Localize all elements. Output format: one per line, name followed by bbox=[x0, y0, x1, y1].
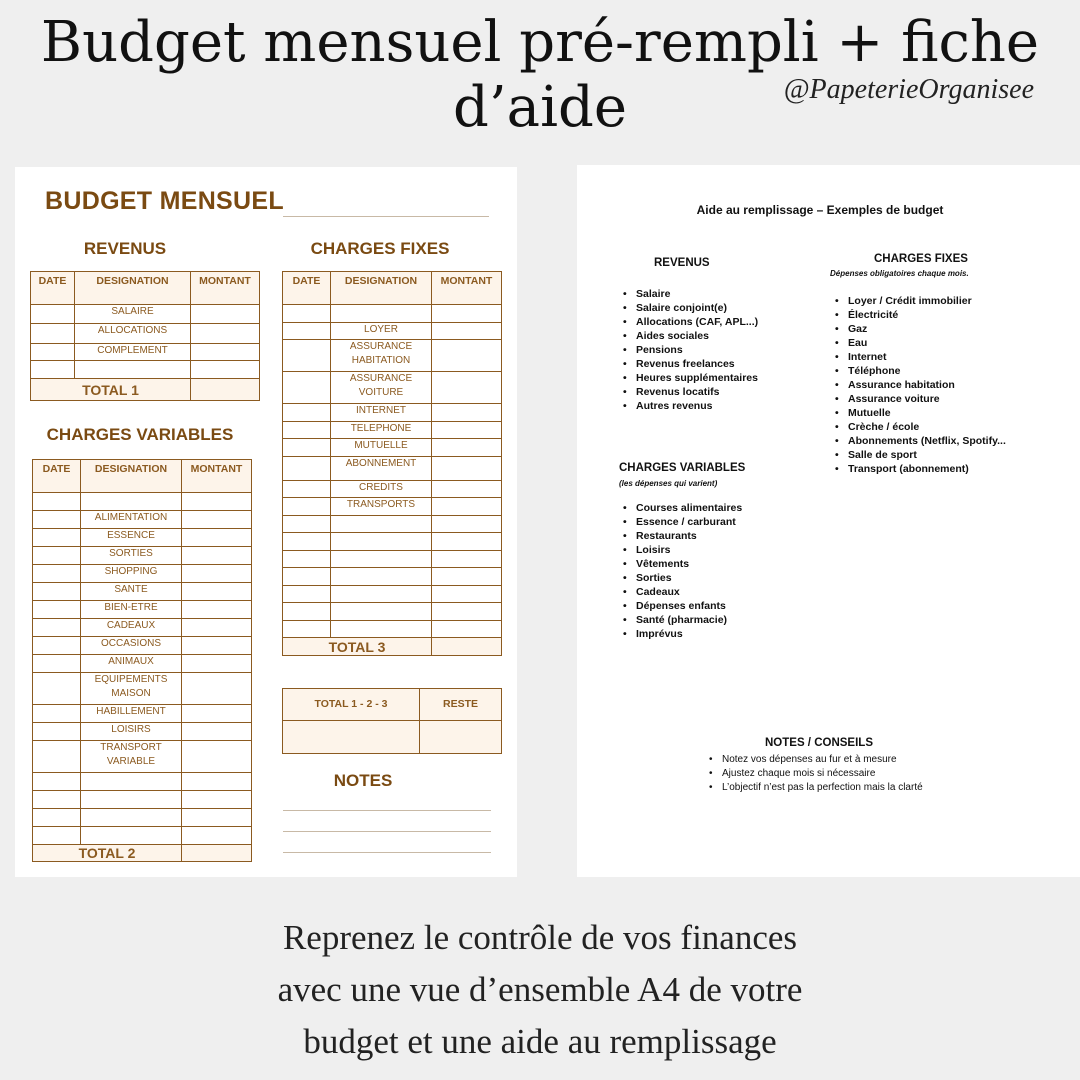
notes-line[interactable] bbox=[283, 810, 491, 811]
aide-charges-variables-list bbox=[622, 501, 742, 641]
charges-variables-table bbox=[32, 459, 252, 862]
total-row bbox=[33, 845, 252, 862]
montant-cell[interactable] bbox=[182, 619, 252, 637]
table-row bbox=[283, 603, 502, 621]
list-item: • Courses alimentaires bbox=[636, 501, 742, 515]
montant-cell[interactable] bbox=[432, 372, 502, 404]
date-cell[interactable] bbox=[31, 324, 75, 344]
list-item: • Vêtements bbox=[636, 557, 742, 571]
designation-cell: TRANSPORTS bbox=[331, 498, 432, 516]
date-cell[interactable] bbox=[33, 809, 81, 827]
table-row bbox=[283, 550, 502, 568]
list-item: • Assurance voiture bbox=[848, 392, 1006, 406]
list-item: • Abonnements (Netflix, Spotify... bbox=[848, 434, 1006, 448]
table-row bbox=[283, 322, 502, 340]
montant-cell[interactable] bbox=[432, 550, 502, 568]
table-row bbox=[33, 773, 252, 791]
table-row bbox=[33, 547, 252, 565]
list-item: • Salaire conjoint(e) bbox=[636, 301, 758, 315]
montant-column-header: MONTANT bbox=[191, 272, 260, 305]
revenus-table bbox=[30, 271, 260, 401]
designation-column-header: DESIGNATION bbox=[331, 272, 432, 305]
designation-cell: SALAIRE bbox=[75, 305, 191, 324]
designation-cell: ASSURANCE HABITATION bbox=[331, 340, 432, 372]
designation-cell: COMPLEMENT bbox=[75, 344, 191, 361]
list-item: • Notez vos dépenses au fur et à mesure bbox=[722, 753, 923, 767]
designation-cell: LOISIRS bbox=[81, 723, 182, 741]
date-cell[interactable] bbox=[33, 741, 81, 773]
table-row bbox=[33, 655, 252, 673]
table-row bbox=[283, 456, 502, 480]
table-row bbox=[33, 637, 252, 655]
budget-title: BUDGET MENSUEL bbox=[45, 187, 284, 215]
aide-revenus-heading: REVENUS bbox=[654, 257, 710, 269]
date-cell[interactable] bbox=[283, 305, 331, 323]
aide-charges-variables-subtitle: (les dépenses qui varient) bbox=[619, 479, 718, 488]
date-column-header: DATE bbox=[33, 460, 81, 493]
charges-fixes-table bbox=[282, 271, 502, 656]
montant-cell[interactable] bbox=[182, 583, 252, 601]
list-item: • Téléphone bbox=[848, 364, 1006, 378]
designation-cell: ASSURANCE VOITURE bbox=[331, 372, 432, 404]
list-item: • Aides sociales bbox=[636, 329, 758, 343]
date-cell[interactable] bbox=[283, 439, 331, 457]
date-cell[interactable] bbox=[31, 305, 75, 324]
date-cell[interactable] bbox=[283, 340, 331, 372]
table-row bbox=[33, 791, 252, 809]
designation-cell: ALIMENTATION bbox=[81, 511, 182, 529]
designation-cell: SORTIES bbox=[81, 547, 182, 565]
aide-charges-fixes-list bbox=[834, 294, 1006, 476]
table-row bbox=[33, 741, 252, 773]
table-row bbox=[33, 601, 252, 619]
table-row bbox=[33, 705, 252, 723]
date-cell[interactable] bbox=[31, 361, 75, 379]
total-label: TOTAL 2 bbox=[33, 845, 182, 862]
montant-cell[interactable] bbox=[182, 791, 252, 809]
total-label: TOTAL 1 bbox=[31, 379, 191, 401]
date-cell[interactable] bbox=[33, 705, 81, 723]
list-item: • Électricité bbox=[848, 308, 1006, 322]
tagline-line: Reprenez le contrôle de vos finances bbox=[282, 918, 798, 957]
tagline-line: budget et une aide au remplissage bbox=[303, 1022, 777, 1061]
charges-variables-heading: CHARGES VARIABLES bbox=[46, 425, 234, 444]
summary-total-cell[interactable] bbox=[283, 721, 420, 754]
designation-cell: ESSENCE bbox=[81, 529, 182, 547]
table-row bbox=[33, 619, 252, 637]
montant-cell[interactable] bbox=[182, 601, 252, 619]
table-row bbox=[283, 480, 502, 498]
designation-cell: CREDITS bbox=[331, 480, 432, 498]
designation-cell: BIEN-ETRE bbox=[81, 601, 182, 619]
montant-column-header: MONTANT bbox=[432, 272, 502, 305]
designation-cell bbox=[331, 603, 432, 621]
list-item: • Heures supplémentaires bbox=[636, 371, 758, 385]
table-row bbox=[33, 809, 252, 827]
total-label: TOTAL 3 bbox=[283, 638, 432, 656]
notes-line[interactable] bbox=[283, 852, 491, 853]
table-row bbox=[33, 723, 252, 741]
table-row bbox=[283, 305, 502, 323]
table-row bbox=[33, 511, 252, 529]
table-row bbox=[33, 493, 252, 511]
aide-title: Aide au remplissage – Exemples de budget bbox=[696, 203, 944, 217]
montant-cell[interactable] bbox=[432, 585, 502, 603]
date-cell[interactable] bbox=[33, 723, 81, 741]
montant-cell[interactable] bbox=[182, 511, 252, 529]
list-item: • Mutuelle bbox=[848, 406, 1006, 420]
montant-cell[interactable] bbox=[191, 305, 260, 324]
aide-sheet bbox=[577, 165, 1080, 877]
designation-cell: CADEAUX bbox=[81, 619, 182, 637]
date-cell[interactable] bbox=[283, 322, 331, 340]
table-row bbox=[33, 565, 252, 583]
summary-reste-label: RESTE bbox=[420, 689, 502, 721]
montant-cell[interactable] bbox=[182, 529, 252, 547]
page-title: Budget mensuel pré-rempli + fiche d’aide bbox=[40, 10, 1040, 140]
designation-cell bbox=[81, 791, 182, 809]
table-row bbox=[283, 568, 502, 586]
date-cell[interactable] bbox=[283, 421, 331, 439]
list-item: • Eau bbox=[848, 336, 1006, 350]
date-cell[interactable] bbox=[33, 493, 81, 511]
date-cell[interactable] bbox=[31, 344, 75, 361]
montant-cell[interactable] bbox=[182, 547, 252, 565]
list-item: • Salle de sport bbox=[848, 448, 1006, 462]
list-item: • Dépenses enfants bbox=[636, 599, 742, 613]
list-item: • Salaire bbox=[636, 287, 758, 301]
montant-cell[interactable] bbox=[191, 324, 260, 344]
designation-cell: TRANSPORT VARIABLE bbox=[81, 741, 182, 773]
list-item: • Essence / carburant bbox=[636, 515, 742, 529]
list-item: • Cadeaux bbox=[636, 585, 742, 599]
list-item: • Loyer / Crédit immobilier bbox=[848, 294, 1006, 308]
montant-cell[interactable] bbox=[432, 421, 502, 439]
charges-fixes-heading: CHARGES FIXES bbox=[310, 239, 450, 258]
summary-table bbox=[282, 688, 502, 754]
table-row bbox=[31, 324, 260, 344]
date-cell[interactable] bbox=[33, 791, 81, 809]
brand-handle: @PapeterieOrganisee bbox=[783, 74, 1034, 105]
designation-cell: SANTE bbox=[81, 583, 182, 601]
designation-cell bbox=[331, 533, 432, 551]
list-item: • Pensions bbox=[636, 343, 758, 357]
designation-cell: MUTUELLE bbox=[331, 439, 432, 457]
aide-charges-fixes-heading: CHARGES FIXES bbox=[874, 253, 968, 265]
summary-reste-cell[interactable] bbox=[420, 721, 502, 754]
list-item: • Gaz bbox=[848, 322, 1006, 336]
montant-cell[interactable] bbox=[182, 741, 252, 773]
date-cell[interactable] bbox=[33, 827, 81, 845]
montant-cell[interactable] bbox=[432, 515, 502, 533]
date-cell[interactable] bbox=[283, 498, 331, 516]
tagline bbox=[0, 912, 1080, 1068]
list-item: • Allocations (CAF, APL...) bbox=[636, 315, 758, 329]
montant-cell[interactable] bbox=[182, 773, 252, 791]
aide-notes-heading: NOTES / CONSEILS bbox=[765, 737, 873, 749]
list-item: • Assurance habitation bbox=[848, 378, 1006, 392]
title-underline bbox=[283, 216, 489, 217]
montant-cell[interactable] bbox=[182, 705, 252, 723]
designation-column-header: DESIGNATION bbox=[81, 460, 182, 493]
table-row bbox=[283, 585, 502, 603]
table-row bbox=[33, 583, 252, 601]
montant-cell[interactable] bbox=[432, 603, 502, 621]
designation-cell: TELEPHONE bbox=[331, 421, 432, 439]
date-cell[interactable] bbox=[283, 456, 331, 480]
designation-cell: OCCASIONS bbox=[81, 637, 182, 655]
montant-cell[interactable] bbox=[182, 673, 252, 705]
date-cell[interactable] bbox=[283, 550, 331, 568]
montant-cell[interactable] bbox=[432, 456, 502, 480]
montant-cell[interactable] bbox=[182, 565, 252, 583]
montant-cell[interactable] bbox=[182, 637, 252, 655]
montant-cell[interactable] bbox=[432, 340, 502, 372]
montant-cell[interactable] bbox=[191, 361, 260, 379]
montant-cell[interactable] bbox=[182, 493, 252, 511]
montant-cell[interactable] bbox=[182, 655, 252, 673]
table-row bbox=[283, 515, 502, 533]
designation-cell bbox=[331, 620, 432, 638]
date-cell[interactable] bbox=[283, 372, 331, 404]
montant-cell[interactable] bbox=[432, 498, 502, 516]
table-row bbox=[283, 620, 502, 638]
designation-cell bbox=[331, 585, 432, 603]
list-item: • Sorties bbox=[636, 571, 742, 585]
date-cell[interactable] bbox=[33, 619, 81, 637]
list-item: • Revenus locatifs bbox=[636, 385, 758, 399]
total-value-cell[interactable] bbox=[432, 638, 502, 656]
date-cell[interactable] bbox=[283, 480, 331, 498]
list-item: • Autres revenus bbox=[636, 399, 758, 413]
date-cell[interactable] bbox=[283, 533, 331, 551]
designation-cell bbox=[331, 305, 432, 323]
tagline-line: avec une vue d’ensemble A4 de votre bbox=[277, 970, 803, 1009]
designation-column-header: DESIGNATION bbox=[75, 272, 191, 305]
list-item: • Imprévus bbox=[636, 627, 742, 641]
aide-charges-fixes-subtitle: Dépenses obligatoires chaque mois. bbox=[830, 269, 969, 278]
montant-cell[interactable] bbox=[191, 344, 260, 361]
aide-revenus-list bbox=[622, 287, 758, 413]
notes-heading: NOTES bbox=[333, 771, 393, 790]
total-value-cell[interactable] bbox=[182, 845, 252, 862]
summary-total-label: TOTAL 1 - 2 - 3 bbox=[283, 689, 420, 721]
table-row bbox=[283, 533, 502, 551]
montant-cell[interactable] bbox=[432, 533, 502, 551]
date-cell[interactable] bbox=[283, 603, 331, 621]
list-item: • Transport (abonnement) bbox=[848, 462, 1006, 476]
aide-charges-variables-heading: CHARGES VARIABLES bbox=[619, 462, 746, 474]
date-cell[interactable] bbox=[33, 529, 81, 547]
designation-cell: ABONNEMENT bbox=[331, 456, 432, 480]
designation-cell: SHOPPING bbox=[81, 565, 182, 583]
date-cell[interactable] bbox=[33, 601, 81, 619]
revenus-heading: REVENUS bbox=[83, 239, 167, 258]
table-row bbox=[283, 439, 502, 457]
date-cell[interactable] bbox=[33, 547, 81, 565]
montant-cell[interactable] bbox=[182, 827, 252, 845]
montant-cell[interactable] bbox=[432, 404, 502, 422]
montant-cell[interactable] bbox=[182, 723, 252, 741]
date-cell[interactable] bbox=[33, 673, 81, 705]
list-item: • Santé (pharmacie) bbox=[636, 613, 742, 627]
total-row bbox=[283, 638, 502, 656]
designation-cell bbox=[81, 827, 182, 845]
list-item: • Internet bbox=[848, 350, 1006, 364]
budget-sheet bbox=[15, 167, 517, 877]
date-cell[interactable] bbox=[33, 655, 81, 673]
table-row bbox=[283, 421, 502, 439]
table-row bbox=[31, 305, 260, 324]
designation-cell: EQUIPEMENTS MAISON bbox=[81, 673, 182, 705]
list-item: • Revenus freelances bbox=[636, 357, 758, 371]
designation-cell bbox=[331, 515, 432, 533]
designation-cell bbox=[331, 550, 432, 568]
montant-cell[interactable] bbox=[432, 480, 502, 498]
date-cell[interactable] bbox=[283, 404, 331, 422]
designation-cell: ALLOCATIONS bbox=[75, 324, 191, 344]
designation-cell bbox=[81, 773, 182, 791]
date-cell[interactable] bbox=[33, 565, 81, 583]
montant-cell[interactable] bbox=[432, 439, 502, 457]
date-cell[interactable] bbox=[33, 637, 81, 655]
date-cell[interactable] bbox=[33, 583, 81, 601]
date-column-header: DATE bbox=[283, 272, 331, 305]
aide-notes-list bbox=[708, 753, 923, 795]
designation-cell: INTERNET bbox=[331, 404, 432, 422]
table-row bbox=[283, 340, 502, 372]
date-cell[interactable] bbox=[283, 515, 331, 533]
list-item: • Loisirs bbox=[636, 543, 742, 557]
notes-line[interactable] bbox=[283, 831, 491, 832]
designation-cell bbox=[331, 568, 432, 586]
table-row bbox=[283, 404, 502, 422]
list-item: • Crèche / école bbox=[848, 420, 1006, 434]
designation-cell: ANIMAUX bbox=[81, 655, 182, 673]
designation-cell bbox=[75, 361, 191, 379]
date-cell[interactable] bbox=[33, 773, 81, 791]
designation-cell: HABILLEMENT bbox=[81, 705, 182, 723]
table-row bbox=[33, 673, 252, 705]
total-value-cell[interactable] bbox=[191, 379, 260, 401]
table-row bbox=[31, 344, 260, 361]
date-cell[interactable] bbox=[283, 568, 331, 586]
designation-cell: LOYER bbox=[331, 322, 432, 340]
montant-cell[interactable] bbox=[432, 620, 502, 638]
table-row bbox=[283, 372, 502, 404]
designation-cell bbox=[81, 809, 182, 827]
montant-cell[interactable] bbox=[432, 305, 502, 323]
montant-cell[interactable] bbox=[182, 809, 252, 827]
list-item: • L’objectif n’est pas la perfection mais la clarté bbox=[722, 781, 923, 795]
montant-cell[interactable] bbox=[432, 568, 502, 586]
table-row bbox=[283, 498, 502, 516]
date-cell[interactable] bbox=[33, 511, 81, 529]
montant-column-header: MONTANT bbox=[182, 460, 252, 493]
designation-cell bbox=[81, 493, 182, 511]
table-row bbox=[31, 361, 260, 379]
table-row bbox=[33, 529, 252, 547]
table-row bbox=[33, 827, 252, 845]
list-item: • Restaurants bbox=[636, 529, 742, 543]
date-column-header: DATE bbox=[31, 272, 75, 305]
total-row bbox=[31, 379, 260, 401]
date-cell[interactable] bbox=[283, 585, 331, 603]
montant-cell[interactable] bbox=[432, 322, 502, 340]
date-cell[interactable] bbox=[283, 620, 331, 638]
list-item: • Ajustez chaque mois si nécessaire bbox=[722, 767, 923, 781]
